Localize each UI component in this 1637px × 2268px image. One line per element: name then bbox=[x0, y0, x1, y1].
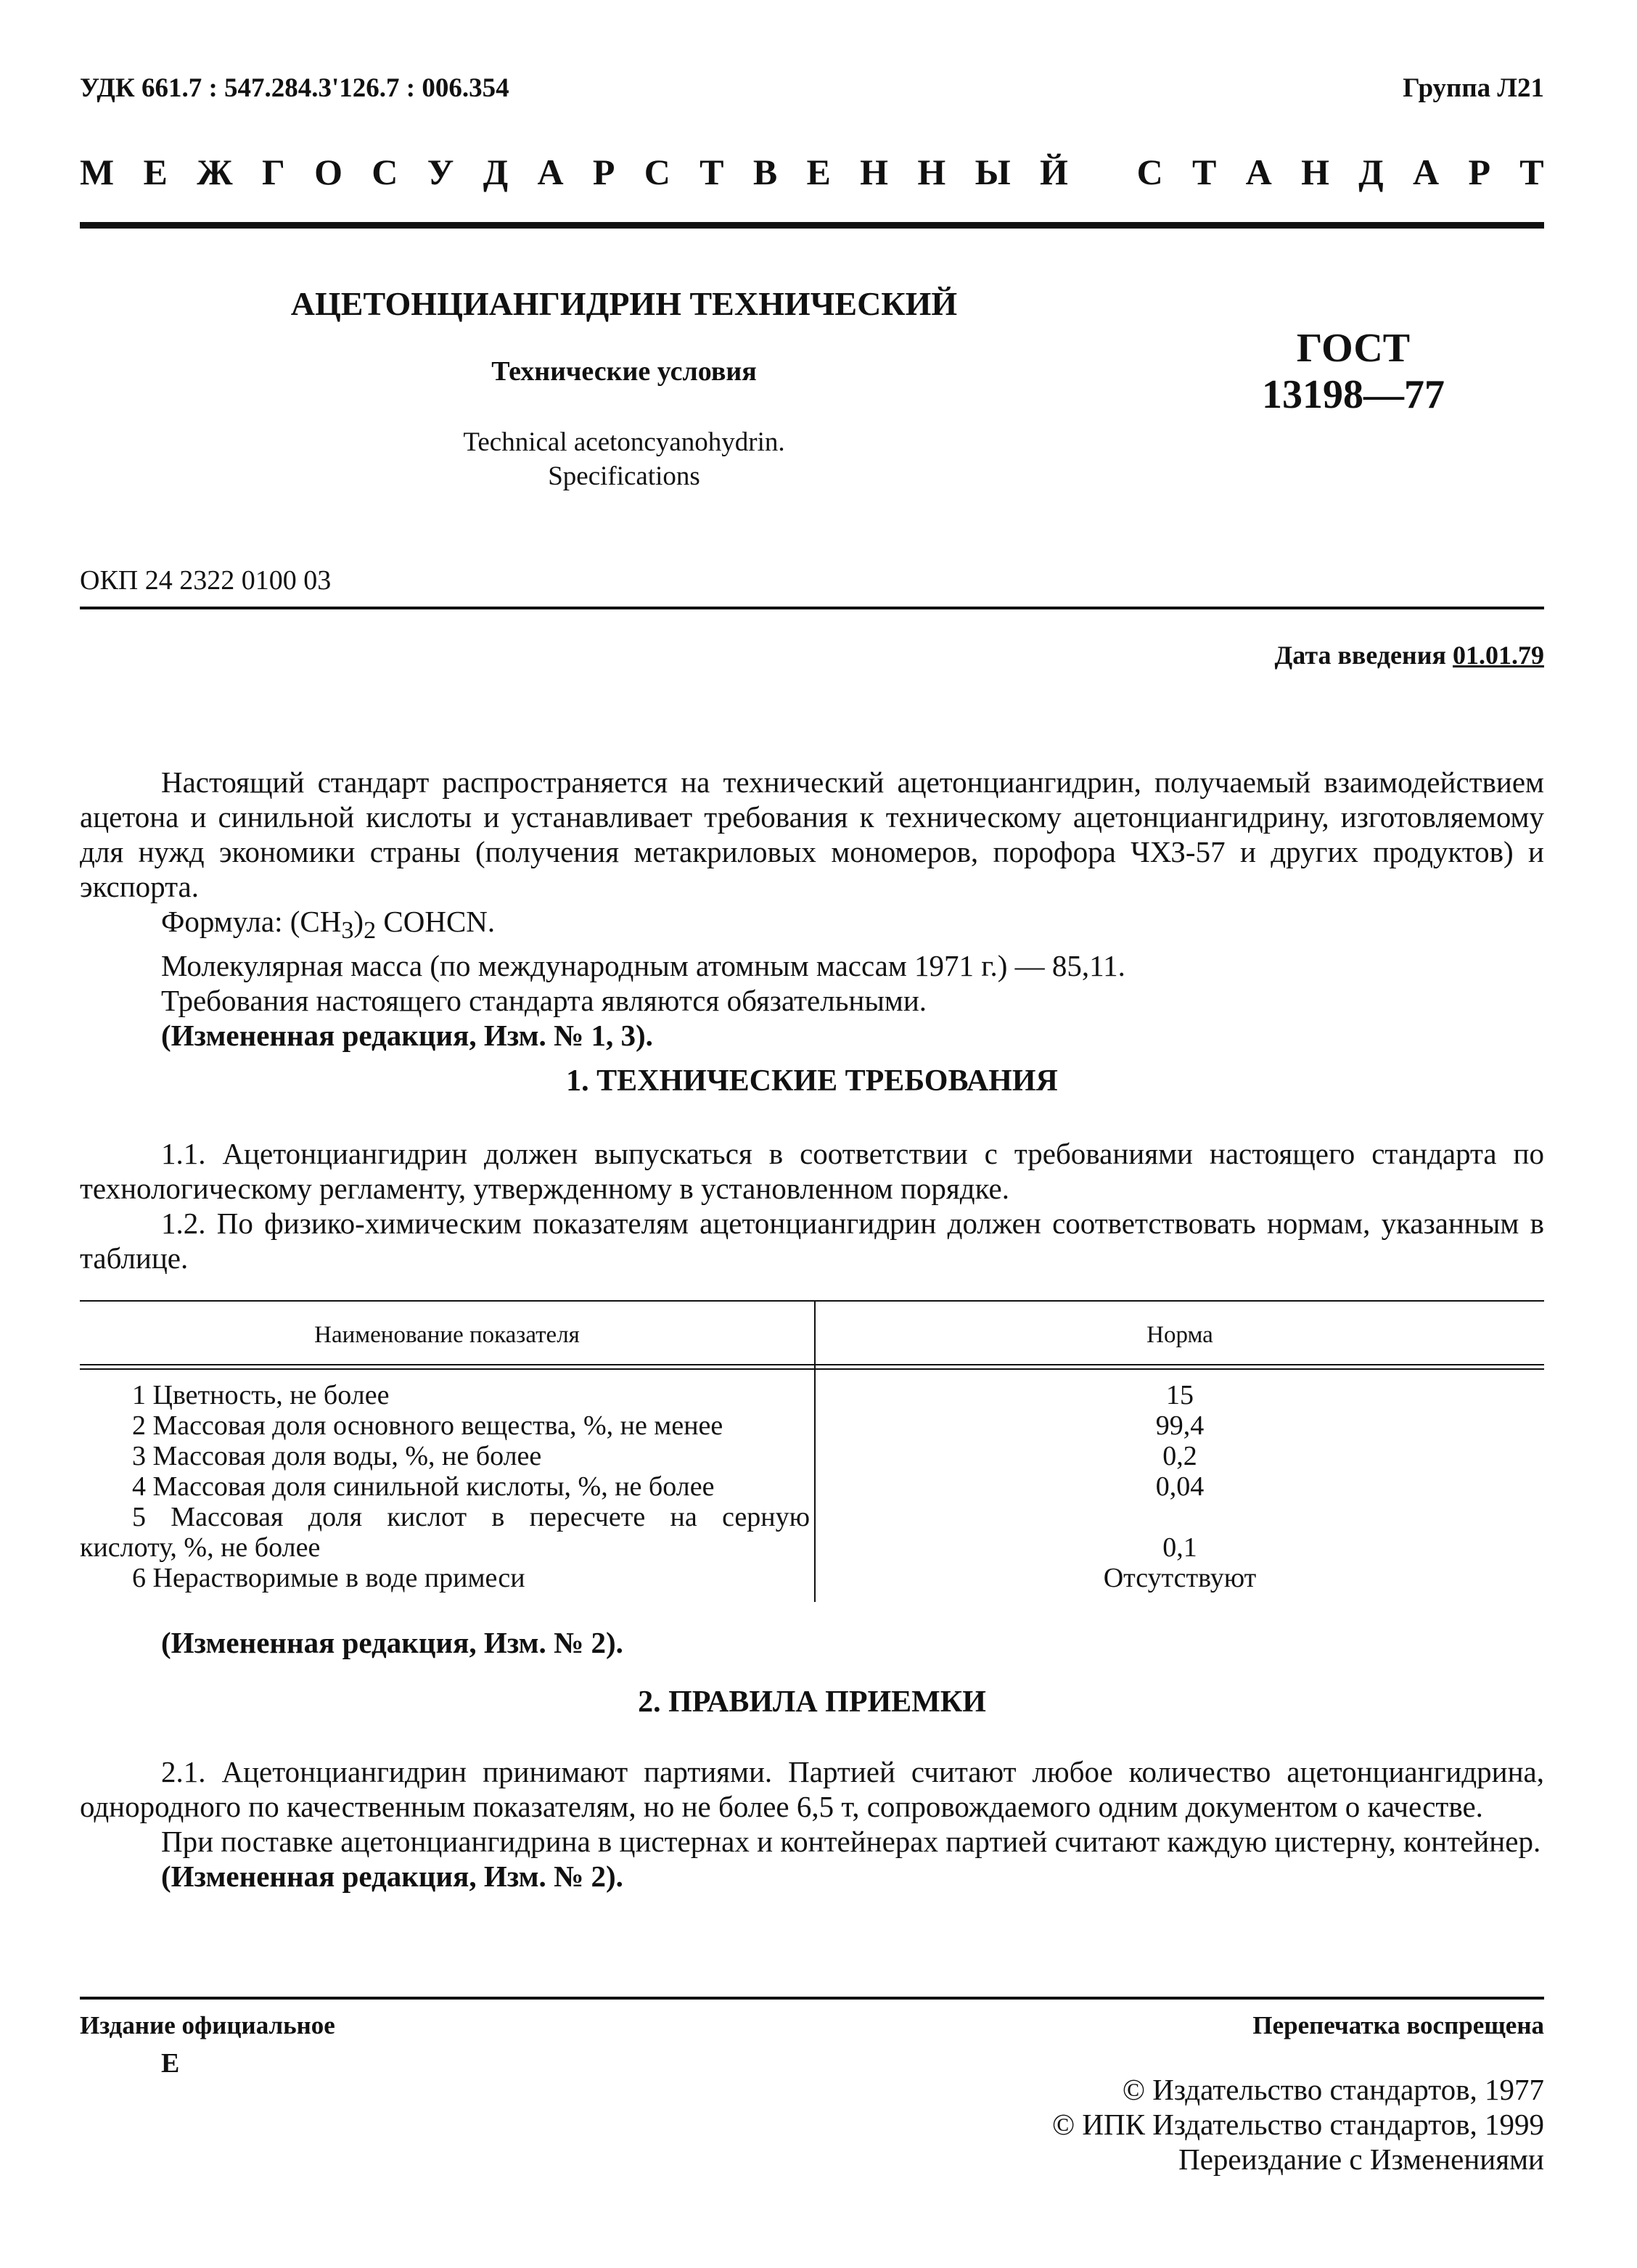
indicator-name: 1 Цветность, не более bbox=[132, 1380, 390, 1410]
indicator-norm: 0,2 bbox=[1162, 1441, 1197, 1471]
formula-label: Формула: bbox=[161, 905, 283, 938]
table-header-name: Наименование показателя bbox=[314, 1322, 580, 1348]
banner-letter: Й bbox=[1040, 152, 1068, 192]
banner-letter: Д bbox=[1358, 152, 1384, 192]
copyright-line-1: © Издательство стандартов, 1977 bbox=[1122, 2073, 1544, 2106]
banner-letter: О bbox=[314, 152, 342, 192]
title-rule bbox=[80, 607, 1544, 609]
banner-letter: Р bbox=[592, 152, 615, 192]
banner-letter: А bbox=[1245, 152, 1272, 192]
banner-letter: М bbox=[80, 152, 115, 192]
official-edition-label: Издание официальное bbox=[80, 2011, 335, 2039]
banner-letter: А bbox=[1413, 152, 1440, 192]
formula-subscript-2: 2 bbox=[364, 917, 377, 945]
formula-part: COHCN. bbox=[376, 905, 496, 938]
banner-gap bbox=[1097, 151, 1107, 193]
banner-letter: А bbox=[537, 152, 564, 192]
edition-letter: Е bbox=[161, 2048, 180, 2079]
indicator-name: 6 Нерастворимые в воде примеси bbox=[132, 1563, 525, 1593]
banner-letter: Ы bbox=[975, 152, 1011, 192]
reprint-prohibited-label: Перепечатка воспрещена bbox=[1252, 2011, 1544, 2039]
banner-letter: Е bbox=[143, 152, 168, 192]
formula-line bbox=[80, 904, 1544, 948]
section-1-title: 1. ТЕХНИЧЕСКИЕ ТРЕБОВАНИЯ bbox=[566, 1064, 1058, 1098]
effective-date-label: Дата введения bbox=[1274, 641, 1446, 670]
english-title-line-1: Technical acetoncyanohydrin. bbox=[463, 427, 785, 457]
indicator-norm: 0,1 bbox=[1162, 1532, 1197, 1563]
indicator-name-line-1: 5 Массовая доля кислот в пересчете на серную bbox=[132, 1502, 810, 1532]
indicator-name: 2 Массовая доля основного вещества, %, не менее bbox=[132, 1410, 723, 1441]
formula-value bbox=[290, 905, 496, 945]
table-header-rule bbox=[80, 1364, 1544, 1365]
gost-number: 13198—77 bbox=[1262, 372, 1445, 417]
indicator-name: 3 Массовая доля воды, %, не более bbox=[132, 1441, 542, 1471]
clause-1-1: 1.1. Ацетонциангидрин должен выпускаться в соответствии с требованиями настоящего стандарта по технологическому регламенту, утвержденному в установленном порядке. bbox=[80, 1137, 1544, 1205]
document-subtitle: Технические условия bbox=[491, 356, 757, 387]
banner-letter: Т bbox=[699, 152, 724, 192]
amendment-note: (Измененная редакция, Изм. № 1, 3). bbox=[161, 1019, 653, 1053]
reissue-note: Переиздание с Изменениями bbox=[1178, 2142, 1544, 2176]
indicator-name: 4 Массовая доля синильной кислоты, %, не более bbox=[132, 1471, 715, 1502]
mandatory-note: Требования настоящего стандарта являются обязательными. bbox=[161, 984, 927, 1018]
banner-letter: Е bbox=[806, 152, 831, 192]
effective-date bbox=[1275, 640, 1545, 670]
indicator-name bbox=[80, 1502, 810, 1563]
banner-letter: Н bbox=[860, 152, 889, 192]
clause-2-1: 2.1. Ацетонциангидрин принимают партиями. Партией считают любое количество ацетонциангидрина, однородного по качественным показателям, но не более 6,5 т, сопровождаемого одним документом о качестве. bbox=[80, 1755, 1544, 1823]
indicator-norm: 0,04 bbox=[1155, 1471, 1205, 1502]
formula-part: ) bbox=[353, 905, 364, 938]
clause-1-2: 1.2. По физико-химическим показателям ацетонциангидрин должен соответствовать нормам, указанным в таблице. bbox=[80, 1207, 1544, 1275]
table-top-rule bbox=[80, 1300, 1544, 1302]
footer-rule bbox=[80, 1997, 1544, 2000]
section-2-amendment-note: (Измененная редакция, Изм. № 2). bbox=[161, 1860, 623, 1893]
introduction bbox=[80, 765, 1544, 1053]
copyright-block bbox=[1052, 2072, 1544, 2177]
molecular-mass: Молекулярная масса (по международным атомным массам 1971 г.) — 85,11. bbox=[161, 949, 1125, 983]
banner-letter: Т bbox=[1191, 152, 1217, 192]
banner-letter: Г bbox=[261, 152, 285, 192]
group-code: Группа Л21 bbox=[1403, 73, 1544, 103]
banner-letter: Ж bbox=[197, 152, 233, 192]
gost-designation bbox=[1190, 325, 1517, 418]
banner-letter: С bbox=[372, 152, 398, 192]
copyright-line-2: © ИПК Издательство стандартов, 1999 bbox=[1051, 2108, 1544, 2141]
indicator-name-line-2: кислоту, %, не более bbox=[80, 1532, 321, 1563]
banner-letter: С bbox=[644, 152, 670, 192]
banner-letter: С bbox=[1136, 152, 1163, 192]
udk-code: УДК 661.7 : 547.284.3'126.7 : 006.354 bbox=[80, 73, 509, 103]
banner-letter: Н bbox=[1301, 152, 1329, 192]
banner-letter: Д bbox=[483, 152, 509, 192]
effective-date-value: 01.01.79 bbox=[1453, 641, 1544, 670]
table-amendment-note: (Измененная редакция, Изм. № 2). bbox=[161, 1626, 623, 1659]
banner-letter: В bbox=[752, 152, 778, 192]
english-title-line-2: Specifications bbox=[548, 461, 700, 491]
formula-subscript-1: 3 bbox=[341, 917, 354, 945]
clause-2-1-continued: При поставке ацетонциангидрина в цистернах и контейнерах партией считают каждую цистерну, контейнер. bbox=[161, 1825, 1541, 1858]
scope-paragraph: Настоящий стандарт распространяется на технический ацетонциангидрин, получаемый взаимодействием ацетона и синильной кислоты и устанавливает требования к техническому ацетонциангидрину, изготовляемому для нужд экономики страны (получения метакриловых мономеров, порофора ЧХЗ-57 и других продуктов) и экспорта. bbox=[80, 765, 1544, 903]
gost-label: ГОСТ bbox=[1296, 326, 1411, 371]
formula-part: (CH bbox=[290, 905, 342, 938]
interstate-standard-banner bbox=[80, 151, 1544, 193]
banner-letter: Н bbox=[917, 152, 946, 192]
english-title bbox=[261, 425, 987, 493]
okp-code: ОКП 24 2322 0100 03 bbox=[80, 565, 332, 596]
section-2-body bbox=[80, 1754, 1544, 1894]
table-header-rule bbox=[80, 1368, 1544, 1370]
indicator-norm: 15 bbox=[1166, 1380, 1194, 1410]
banner-letter: Т bbox=[1519, 152, 1544, 192]
document-title: АЦЕТОНЦИАНГИДРИН ТЕХНИЧЕСКИЙ bbox=[290, 285, 958, 322]
table-header-norm: Норма bbox=[1146, 1322, 1213, 1348]
section-2-title: 2. ПРАВИЛА ПРИЕМКИ bbox=[638, 1685, 986, 1719]
indicator-norm: 99,4 bbox=[1155, 1410, 1205, 1441]
indicator-norm: Отсутствуют bbox=[1103, 1563, 1257, 1593]
banner-letter: У bbox=[427, 152, 454, 192]
header-rule bbox=[80, 222, 1544, 229]
banner-letter: Р bbox=[1468, 152, 1490, 192]
